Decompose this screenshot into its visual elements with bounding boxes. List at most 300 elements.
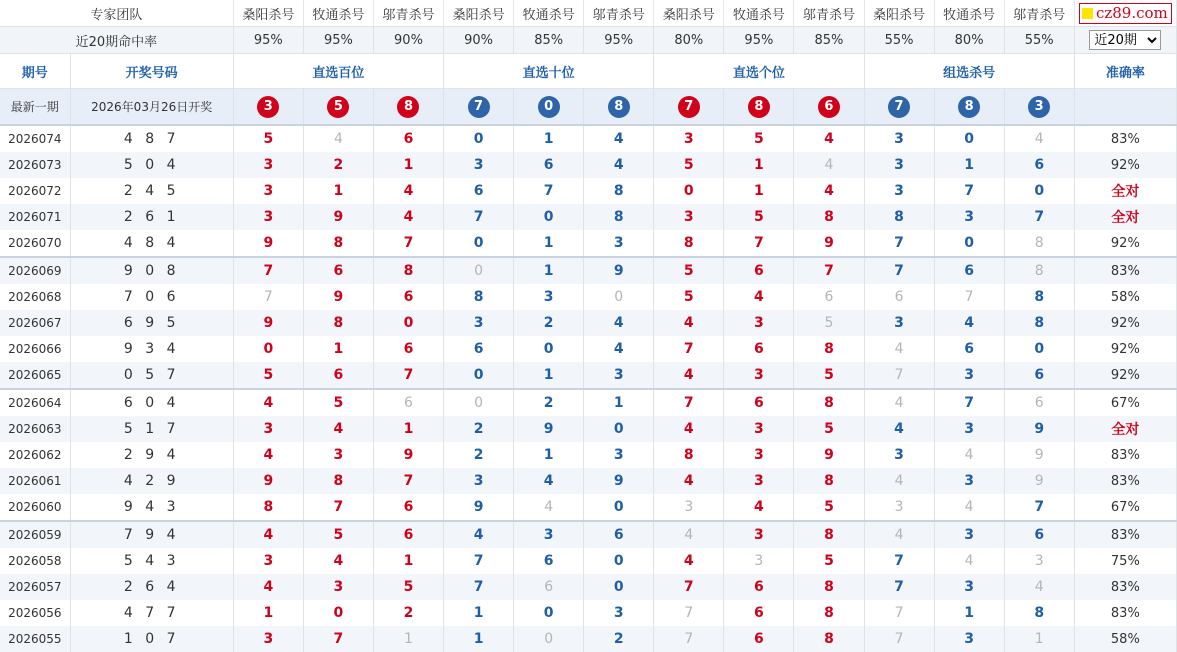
expert-name: 牧通杀号	[514, 0, 584, 27]
kill-number: 6	[1034, 527, 1045, 543]
kill-number: 3	[964, 631, 974, 647]
kill-number: 4	[544, 499, 554, 515]
kill-number: 6	[754, 395, 764, 411]
kill-number: 1	[613, 395, 624, 411]
kill-number: 7	[473, 209, 484, 225]
kill-number: 8	[1034, 315, 1045, 331]
col-draw: 开奖号码	[70, 54, 233, 89]
hit-rate: 95%	[233, 27, 303, 54]
period-select[interactable]	[1089, 30, 1161, 50]
kill-number: 1	[1034, 631, 1044, 647]
kill-number: 9	[403, 447, 414, 463]
kill-number: 6	[544, 579, 554, 595]
period-cell: 2026063	[0, 416, 70, 442]
kill-number: 8	[824, 527, 834, 543]
kill-number: 3	[754, 315, 764, 331]
kill-number: 4	[824, 183, 834, 199]
kill-number: 4	[263, 447, 274, 463]
expert-name: 桑阳杀号	[654, 0, 724, 27]
kill-number: 0	[964, 131, 974, 147]
kill-number: 3	[964, 421, 974, 437]
kill-number: 2	[613, 631, 624, 647]
kill-number: 9	[613, 473, 624, 489]
kill-number: 6	[964, 263, 974, 279]
kill-number: 1	[543, 263, 554, 279]
accuracy-cell: 75%	[1074, 548, 1176, 574]
kill-number: 8	[613, 209, 624, 225]
draw-number-cell: 9 4 3	[70, 494, 233, 521]
draw-number-cell: 4 8 4	[70, 230, 233, 257]
kill-number: 5	[263, 131, 274, 147]
table-row	[0, 389, 1177, 416]
kill-number: 0	[543, 605, 554, 621]
period-cell: 2026064	[0, 389, 70, 416]
kill-number: 4	[754, 499, 764, 515]
kill-number: 4	[683, 473, 694, 489]
kill-number: 8	[263, 499, 274, 515]
table-row	[0, 152, 1177, 178]
kill-number: 5	[824, 315, 834, 331]
table-row	[0, 257, 1177, 284]
kill-number: 0	[964, 235, 974, 251]
draw-number-cell: 5 1 7	[70, 416, 233, 442]
kill-number: 3	[263, 553, 274, 569]
kill-number: 3	[964, 579, 974, 595]
kill-number: 3	[333, 447, 344, 463]
kill-number: 5	[824, 553, 834, 569]
kill-number: 1	[333, 183, 344, 199]
kill-number: 4	[683, 315, 694, 331]
kill-number: 4	[613, 315, 624, 331]
latest-ball: 3	[1028, 96, 1050, 118]
kill-number: 5	[333, 395, 344, 411]
kill-number: 9	[263, 473, 274, 489]
draw-number-cell: 4 7 7	[70, 600, 233, 626]
kill-number: 3	[263, 183, 274, 199]
kill-number: 7	[403, 367, 414, 383]
draw-number-cell: 0 5 7	[70, 362, 233, 389]
kill-number: 9	[473, 499, 484, 515]
kill-number: 5	[333, 527, 344, 543]
kill-number: 1	[543, 447, 554, 463]
kill-number: 5	[754, 131, 764, 147]
kill-number: 7	[894, 367, 904, 383]
kill-number: 8	[333, 473, 344, 489]
kill-number: 6	[543, 157, 554, 173]
accuracy-cell: 全对	[1074, 178, 1176, 204]
logo-cell	[1074, 0, 1176, 27]
latest-ball: 5	[327, 96, 349, 118]
kill-number: 6	[543, 553, 554, 569]
kill-number: 3	[473, 473, 484, 489]
table-row	[0, 416, 1177, 442]
kill-number: 7	[894, 605, 904, 621]
kill-number: 6	[1034, 157, 1045, 173]
kill-number: 1	[473, 605, 484, 621]
expert-name: 邬青杀号	[1004, 0, 1074, 27]
kill-number: 3	[263, 631, 274, 647]
kill-number: 8	[403, 263, 414, 279]
kill-number: 4	[964, 499, 974, 515]
expert-name: 桑阳杀号	[233, 0, 303, 27]
kill-number: 8	[333, 235, 344, 251]
kill-number: 4	[684, 527, 694, 543]
kill-number: 4	[613, 131, 624, 147]
kill-number: 6	[333, 263, 344, 279]
latest-ball: 8	[748, 96, 770, 118]
kill-number: 6	[754, 631, 764, 647]
kill-number: 2	[473, 447, 484, 463]
period-cell: 2026057	[0, 574, 70, 600]
kill-number: 0	[474, 263, 484, 279]
hit-rate: 55%	[864, 27, 934, 54]
kill-number: 1	[543, 367, 554, 383]
kill-number: 8	[824, 631, 834, 647]
draw-number-cell: 9 0 8	[70, 257, 233, 284]
kill-number: 6	[754, 579, 764, 595]
kill-number: 4	[333, 421, 344, 437]
kill-number: 3	[263, 157, 274, 173]
kill-number: 1	[543, 235, 554, 251]
kill-number: 3	[894, 499, 904, 515]
expert-name: 邬青杀号	[584, 0, 654, 27]
kill-number: 3	[684, 499, 694, 515]
kill-number: 6	[403, 341, 414, 357]
draw-number-cell: 6 0 4	[70, 389, 233, 416]
kill-number: 7	[1034, 209, 1045, 225]
kill-number: 3	[543, 289, 554, 305]
hit-rate: 95%	[584, 27, 654, 54]
hit-rate: 90%	[444, 27, 514, 54]
table-row	[0, 468, 1177, 494]
kill-number: 3	[894, 315, 904, 331]
kill-number: 4	[1034, 131, 1044, 147]
kill-number: 7	[894, 263, 904, 279]
history-rows	[0, 125, 1177, 652]
kill-number: 3	[263, 421, 274, 437]
period-cell: 2026069	[0, 257, 70, 284]
draw-number-cell: 2 4 5	[70, 178, 233, 204]
kill-number: 8	[1034, 605, 1045, 621]
draw-number-cell: 1 0 7	[70, 626, 233, 652]
kill-number: 7	[684, 605, 694, 621]
period-cell: 2026067	[0, 310, 70, 336]
kill-number: 3	[754, 447, 764, 463]
kill-number: 1	[754, 157, 764, 173]
draw-number-cell: 4 2 9	[70, 468, 233, 494]
kill-number: 4	[403, 209, 414, 225]
kill-number: 0	[613, 499, 624, 515]
kill-number: 3	[894, 157, 904, 173]
kill-number: 7	[964, 395, 974, 411]
kill-number: 6	[403, 527, 414, 543]
latest-row	[0, 89, 1177, 126]
period-cell: 2026061	[0, 468, 70, 494]
logo-square-icon	[1082, 8, 1093, 19]
accuracy-cell: 58%	[1074, 284, 1176, 310]
accuracy-cell: 67%	[1074, 389, 1176, 416]
kill-number: 6	[404, 395, 413, 411]
accuracy-cell: 83%	[1074, 468, 1176, 494]
kill-number: 8	[1034, 263, 1044, 279]
kill-number: 0	[473, 235, 484, 251]
kill-number: 4	[263, 579, 274, 595]
expert-name: 牧通杀号	[934, 0, 1004, 27]
kill-number: 1	[754, 183, 764, 199]
kill-number: 0	[614, 289, 624, 305]
kill-number: 4	[964, 315, 974, 331]
kill-number: 5	[824, 367, 834, 383]
accuracy-cell: 83%	[1074, 521, 1176, 548]
kill-number: 4	[894, 395, 904, 411]
kill-number: 1	[543, 131, 554, 147]
kill-number: 3	[1034, 553, 1044, 569]
latest-ball: 8	[958, 96, 980, 118]
draw-number-cell: 6 9 5	[70, 310, 233, 336]
kill-number: 3	[964, 527, 974, 543]
table-row	[0, 521, 1177, 548]
kill-number: 9	[613, 263, 624, 279]
kill-number: 3	[333, 579, 344, 595]
draw-number-cell: 5 0 4	[70, 152, 233, 178]
kill-number: 6	[473, 341, 484, 357]
kill-number: 5	[683, 157, 694, 173]
kill-number: 7	[894, 579, 904, 595]
group-units: 直选个位	[654, 54, 864, 89]
table-row	[0, 125, 1177, 152]
period-cell: 2026056	[0, 600, 70, 626]
kill-number: 6	[403, 499, 414, 515]
table-row	[0, 494, 1177, 521]
kill-number: 8	[683, 447, 694, 463]
latest-ball: 7	[678, 96, 700, 118]
hit-rate-row	[0, 27, 1177, 54]
kill-number: 4	[473, 527, 484, 543]
kill-number: 9	[1034, 421, 1045, 437]
kill-number: 6	[403, 131, 414, 147]
period-select-cell	[1074, 27, 1176, 54]
kill-number: 9	[824, 447, 834, 463]
kill-number: 7	[263, 289, 273, 305]
kill-number: 8	[683, 235, 694, 251]
period-cell: 2026065	[0, 362, 70, 389]
kill-number: 7	[824, 263, 834, 279]
kill-number: 9	[333, 209, 344, 225]
period-cell: 2026071	[0, 204, 70, 230]
kill-number: 7	[473, 553, 484, 569]
kill-number: 6	[754, 341, 764, 357]
latest-ball: 7	[888, 96, 910, 118]
kill-number: 7	[683, 341, 694, 357]
accuracy-cell: 67%	[1074, 494, 1176, 521]
kill-number: 3	[263, 209, 274, 225]
accuracy-cell: 92%	[1074, 310, 1176, 336]
period-cell: 2026066	[0, 336, 70, 362]
kill-number: 6	[1034, 395, 1044, 411]
latest-label: 最新一期	[0, 89, 70, 126]
hit-rate: 85%	[514, 27, 584, 54]
accuracy-cell: 83%	[1074, 442, 1176, 468]
kill-number: 3	[964, 209, 974, 225]
draw-number-cell: 7 0 6	[70, 284, 233, 310]
kill-number: 1	[964, 157, 974, 173]
expert-name: 牧通杀号	[303, 0, 373, 27]
kill-number: 9	[263, 235, 274, 251]
kill-number: 1	[404, 631, 413, 647]
kill-number: 7	[684, 631, 694, 647]
kill-number: 0	[613, 421, 624, 437]
kill-number: 8	[824, 341, 834, 357]
kill-number: 0	[333, 605, 344, 621]
accuracy-cell: 92%	[1074, 362, 1176, 389]
period-cell: 2026074	[0, 125, 70, 152]
kill-number: 1	[473, 631, 484, 647]
kill-number: 3	[683, 209, 694, 225]
kill-number: 5	[683, 263, 694, 279]
kill-number: 7	[894, 631, 904, 647]
hit-rate: 90%	[373, 27, 443, 54]
table-row	[0, 284, 1177, 310]
draw-number-cell: 2 6 1	[70, 204, 233, 230]
kill-number: 8	[613, 183, 624, 199]
kill-number: 7	[543, 183, 554, 199]
accuracy-cell: 58%	[1074, 626, 1176, 652]
kill-number: 8	[824, 605, 834, 621]
latest-ball: 8	[397, 96, 419, 118]
kill-number: 0	[544, 631, 554, 647]
kill-number: 3	[754, 473, 764, 489]
latest-ball: 3	[257, 96, 279, 118]
kill-number: 8	[824, 579, 834, 595]
table-row	[0, 574, 1177, 600]
kill-number: 7	[1034, 499, 1045, 515]
kill-number: 4	[263, 395, 274, 411]
kill-number: 2	[473, 421, 484, 437]
kill-number: 4	[894, 341, 904, 357]
kill-number: 4	[613, 157, 624, 173]
draw-number-cell: 5 4 3	[70, 548, 233, 574]
kill-number: 3	[754, 527, 764, 543]
kill-number: 7	[683, 395, 694, 411]
kill-number: 0	[403, 315, 414, 331]
kill-number: 3	[754, 367, 764, 383]
kill-number: 8	[894, 209, 904, 225]
kill-number: 3	[613, 605, 624, 621]
accuracy-cell: 92%	[1074, 152, 1176, 178]
kill-number: 2	[333, 157, 344, 173]
kill-number: 8	[1034, 289, 1045, 305]
kill-number: 7	[894, 235, 904, 251]
kill-number: 6	[613, 527, 624, 543]
kill-number: 7	[894, 553, 904, 569]
kill-number: 7	[403, 473, 414, 489]
table-row	[0, 336, 1177, 362]
group-combo: 组选杀号	[864, 54, 1074, 89]
kill-number: 8	[824, 395, 834, 411]
kill-number: 0	[473, 367, 484, 383]
expert-name: 邬青杀号	[794, 0, 864, 27]
kill-number: 7	[754, 235, 764, 251]
kill-number: 0	[1034, 183, 1045, 199]
kill-number: 4	[964, 447, 974, 463]
latest-accuracy-empty	[1074, 89, 1176, 126]
kill-number: 3	[613, 447, 624, 463]
kill-number: 4	[683, 553, 694, 569]
draw-number-cell: 7 9 4	[70, 521, 233, 548]
expert-name: 桑阳杀号	[864, 0, 934, 27]
table-row	[0, 204, 1177, 230]
period-cell: 2026070	[0, 230, 70, 257]
period-cell: 2026073	[0, 152, 70, 178]
kill-number: 7	[964, 183, 974, 199]
kill-number: 4	[894, 421, 904, 437]
kill-number: 4	[333, 131, 343, 147]
table-row	[0, 230, 1177, 257]
kill-number: 3	[473, 157, 484, 173]
accuracy-cell: 92%	[1074, 230, 1176, 257]
kill-number: 6	[964, 341, 974, 357]
kill-number: 4	[754, 289, 764, 305]
site-logo[interactable]	[1079, 3, 1172, 24]
kill-number: 3	[964, 367, 974, 383]
group-tens: 直选十位	[444, 54, 654, 89]
kill-number: 0	[543, 341, 554, 357]
kill-number: 9	[1034, 473, 1044, 489]
kill-number: 4	[894, 473, 904, 489]
kill-number: 3	[754, 553, 764, 569]
kill-number: 0	[613, 553, 624, 569]
latest-ball: 8	[608, 96, 630, 118]
period-cell: 2026072	[0, 178, 70, 204]
kill-number: 1	[964, 605, 974, 621]
kill-number: 0	[543, 209, 554, 225]
kill-number: 0	[1034, 341, 1045, 357]
kill-number: 4	[894, 527, 904, 543]
kill-number: 0	[263, 341, 274, 357]
kill-number: 7	[263, 263, 274, 279]
table-row	[0, 442, 1177, 468]
accuracy-cell: 83%	[1074, 600, 1176, 626]
hit-rate: 95%	[303, 27, 373, 54]
kill-number: 3	[613, 367, 624, 383]
table-row	[0, 362, 1177, 389]
period-cell: 2026055	[0, 626, 70, 652]
hit-rate: 80%	[654, 27, 724, 54]
kill-number: 6	[754, 605, 764, 621]
kill-number: 1	[403, 157, 414, 173]
hit-rate: 85%	[794, 27, 864, 54]
draw-number-cell: 9 3 4	[70, 336, 233, 362]
kill-number: 6	[403, 289, 414, 305]
kill-number: 2	[543, 395, 554, 411]
hit-rate: 55%	[1004, 27, 1074, 54]
kill-number: 4	[613, 341, 624, 357]
kill-number: 5	[683, 289, 694, 305]
kill-number: 4	[683, 421, 694, 437]
kill-number: 0	[474, 395, 484, 411]
kill-number: 4	[964, 553, 974, 569]
kill-number: 6	[754, 263, 764, 279]
kill-number: 9	[543, 421, 554, 437]
hit-rate: 95%	[724, 27, 794, 54]
period-cell: 2026058	[0, 548, 70, 574]
kill-number: 3	[754, 421, 764, 437]
group-hundreds: 直选百位	[233, 54, 443, 89]
kill-number: 4	[1034, 579, 1044, 595]
period-cell: 2026060	[0, 494, 70, 521]
kill-number: 8	[824, 209, 834, 225]
period-cell: 2026059	[0, 521, 70, 548]
